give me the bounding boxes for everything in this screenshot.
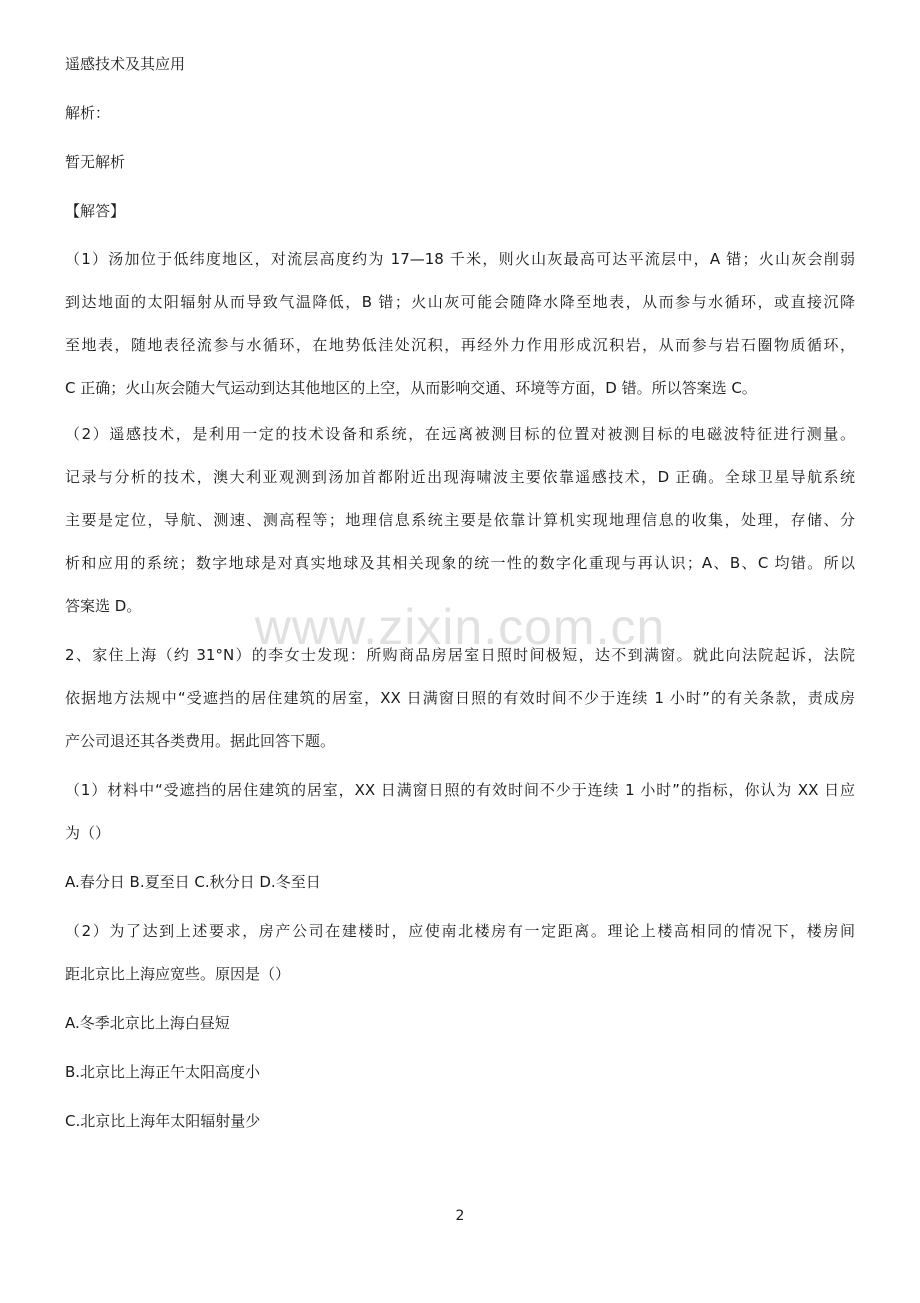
sub2-option-a <box>65 1002 855 1045</box>
answer-paragraph-1 <box>65 238 855 410</box>
question-2-line: 2、家住上海（约 31°N）的李女士发现：所购商品房居室日照时间极短，达不到满窗。就此向法院起诉，法院 <box>65 646 855 664</box>
question-2-sub2-stem <box>65 910 855 996</box>
answer-1-line: 到达地面的太阳辐射从而导致气温降低，B 错；火山灰可能会随降水降至地表，从而参与水循环，或直接沉降 <box>65 293 855 311</box>
option-c-text: C.北京比上海年太阳辐射量少 <box>65 1112 261 1130</box>
question-2-sub1-options <box>65 861 855 904</box>
answer-2-line: 记录与分析的技术，澳大利亚观测到汤加首都附近出现海啸波主要依靠遥感技术，D 正确。全球卫星导航系统 <box>65 468 855 486</box>
question-2-sub1-stem <box>65 769 855 855</box>
sub2-line: 距北京比上海应宽些。原因是（） <box>65 965 291 983</box>
option-b-text: B.北京比上海正午太阳高度小 <box>65 1063 261 1081</box>
question-2-line: 产公司退还其各类费用。据此回答下题。 <box>65 732 336 750</box>
page-number: 2 <box>455 1208 465 1224</box>
page-content <box>65 54 855 1149</box>
answer-1-line: （1）汤加位于低纬度地区，对流层高度约为 17—18 千米，则火山灰最高可达平流层中，A 错；火山灰会削弱 <box>65 250 855 268</box>
answer-2-line: 答案选 D。 <box>65 597 142 615</box>
answer-1-line: 至地表，随地表径流参与水循环，在地势低洼处沉积，再经外力作用形成沉积岩，从而参与岩石圈物质循环， <box>65 336 855 354</box>
answer-2-line: （2）遥感技术，是利用一定的技术设备和系统，在远离被测目标的位置对被测目标的电磁波特征进行测量。 <box>65 425 855 443</box>
topic-line: 遥感技术及其应用 <box>65 55 186 73</box>
question-2-stem <box>65 634 855 763</box>
analysis-label: 解析： <box>65 104 111 122</box>
question-2-line: 依据地方法规中“受遮挡的居住建筑的居室，XX 日满窗日照的有效时间不少于连续 1 小时”的有关条款，责成房 <box>65 689 855 707</box>
answer-1-line: C 正确；火山灰会随大气运动到达其他地区的上空，从而影响交通、环境等方面，D 错。所以答案选 C。 <box>65 379 757 397</box>
answer-paragraph-2 <box>65 413 855 628</box>
sub1-options: A.春分日 B.夏至日 C.秋分日 D.冬至日 <box>65 873 321 891</box>
answer-2-line: 析和应用的系统；数字地球是对真实地球及其相关现象的统一性的数字化重现与再认识；A、B、C 均错。所以 <box>65 554 855 572</box>
sub1-line: （1）材料中“受遮挡的居住建筑的居室，XX 日满窗日照的有效时间不少于连续 1 小时”的指标，你认为 XX 日应 <box>65 781 855 799</box>
answer-2-line: 主要是定位，导航、测速、测高程等；地理信息系统主要是依靠计算机实现地理信息的收集，处理，存储、分 <box>65 511 855 529</box>
sub2-option-c <box>65 1100 855 1143</box>
watermark: www.zixin.com.cn <box>254 599 666 655</box>
answer-label: 【解答】 <box>65 202 126 220</box>
option-a-text: A.冬季北京比上海白昼短 <box>65 1014 230 1032</box>
analysis-text: 暂无解析 <box>65 153 126 171</box>
sub1-line: 为（） <box>65 824 111 842</box>
sub2-option-b <box>65 1051 855 1094</box>
sub2-line: （2）为了达到上述要求，房产公司在建楼时，应使南北楼房有一定距离。理论上楼高相同的情况下，楼房间 <box>65 922 855 940</box>
